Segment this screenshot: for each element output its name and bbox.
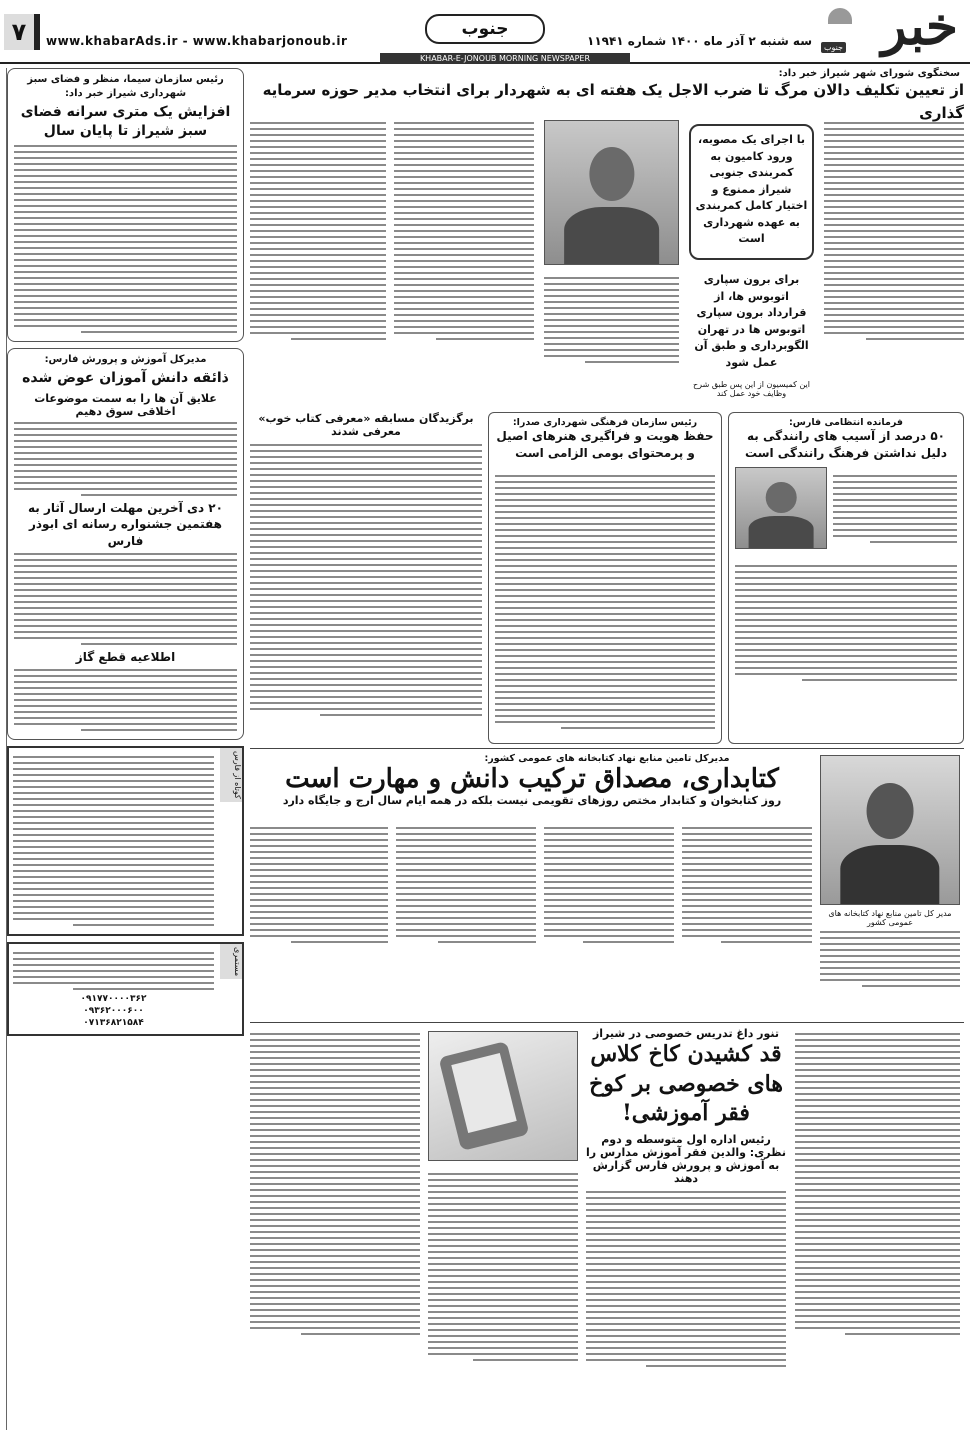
- issue-info: سه شنبه ۲ آذر ماه ۱۴۰۰ شماره ۱۱۹۴۱: [587, 34, 812, 48]
- article-body: [586, 1191, 786, 1367]
- story-headline: حفظ هویت و فراگیری هنرهای اصیل و پرمحتوای بومی الزامی است: [496, 429, 714, 460]
- story-subhead: علایق آن ها را به سمت موضوعات اخلاقی سوق دهیم: [34, 392, 217, 419]
- article-body: [250, 823, 388, 947]
- photo-caption: مدیر کل تامین منابع نهاد کتابخانه های عمومی کشور: [828, 909, 952, 927]
- section-title: جنوب: [425, 14, 545, 44]
- story-kicker: رئیس سازمان فرهنگی شهرداری صدرا:: [512, 417, 698, 428]
- story-headline: اطلاعیه قطع گاز: [75, 649, 176, 664]
- education-story: [7, 348, 244, 740]
- police-story: [728, 412, 964, 744]
- article-body: [250, 118, 386, 344]
- pull-quote: برای برون سپاری اتوبوس ها، از قرارداد برون سپاری اتوبوس ها در تهران الگوبرداری و طبق آن عمل شود: [694, 273, 809, 369]
- commander-photo: [735, 467, 827, 549]
- article-body: [833, 471, 957, 547]
- phone-number[interactable]: ۰۹۳۶۲۰۰۰۶۰۰: [83, 1005, 144, 1016]
- article-body: [13, 952, 214, 990]
- quote-caption: این کمیسیون از این پس طبق شرح وظایف خود عمل کند: [693, 380, 810, 398]
- article-body: [250, 1029, 420, 1339]
- story-subhead: رئیس اداره اول متوسطه و دوم نظری: والدین فقر آموزش مدارس را به آموزش و پرورش فارس گزارش دهند: [586, 1133, 786, 1186]
- left-column: [6, 68, 244, 1430]
- top-story: [250, 68, 964, 408]
- article-body: [14, 669, 237, 731]
- article-body: [14, 422, 237, 496]
- masthead: [0, 0, 970, 64]
- article-body: [735, 561, 957, 685]
- phone-number[interactable]: ۰۷۱۳۶۸۲۱۵۸۴: [83, 1017, 144, 1028]
- story-kicker: مدیرکل آموزش و پرورش فارس:: [44, 353, 207, 365]
- books-story: [250, 412, 482, 744]
- story-kicker: فرمانده انتظامی فارس:: [788, 417, 904, 428]
- article-body: [428, 1169, 578, 1365]
- newspaper-logo: خبر جنوب: [814, 2, 964, 60]
- article-body: [820, 927, 960, 991]
- story-kicker: مدیرکل تامین منابع نهاد کتابخانه های عمومی کشور:: [484, 753, 730, 764]
- pension-box: مستمری ۰۹۱۷۷۰۰۰۰۳۶۲ ۰۹۳۶۲۰۰۰۶۰۰ ۰۷۱۳۶۸۲۱۵۸۴: [7, 942, 244, 1036]
- tutor-headline-block: [586, 1027, 786, 1371]
- story-headline: کتابداری، مصداق ترکیب دانش و مهارت است: [285, 764, 779, 794]
- library-official-photo: [820, 755, 960, 905]
- short-news-box: کوتاه از فارس: [7, 746, 244, 936]
- article-body: [795, 1029, 960, 1339]
- article-body: [495, 471, 715, 733]
- article-body: [13, 756, 214, 926]
- story-kicker: برگزیدگان مسابقه «معرفی کتاب خوب» معرفی شدند: [258, 412, 474, 438]
- story-subhead: روز کتابخوان و کتابدار مختص روزهای تقویمی نیست بلکه در همه ایام سال ارج و جایگاه دارد: [282, 794, 782, 807]
- green-space-story: [7, 68, 244, 342]
- story-headline: افزایش یک متری سرانه فضای سبز شیراز تا پایان سال: [20, 104, 231, 139]
- story-headline: ذائقه دانش آموزان عوض شده: [22, 370, 229, 387]
- english-banner: KHABAR-E-JONOUB MORNING NEWSPAPER: [380, 53, 630, 64]
- article-body: [682, 823, 812, 947]
- article-body: [544, 273, 679, 367]
- page-number: ۷: [4, 14, 40, 50]
- article-body: [14, 553, 237, 645]
- story-headline: ۵۰ درصد از آسیب های رانندگی به دلیل نداشتن فرهنگ رانندگی است: [745, 429, 947, 460]
- story-kicker: سخنگوی شورای شهر شیراز خبر داد:: [778, 68, 960, 79]
- phone-number[interactable]: ۰۹۱۷۷۰۰۰۰۳۶۲: [80, 993, 147, 1004]
- top-headline: از تعیین تکلیف دالان مرگ تا ضرب الاجل یک هفته ای به شهردار برای انتخاب مدیر حوزه سرمایه گذاری: [262, 81, 964, 122]
- story-headline: ۲۰ دی آخرین مهلت ارسال آثار به هفتمین جشنواره رسانه ای ابوذر فارس: [28, 501, 223, 548]
- story-kicker: رئیس سازمان سیما، منظر و فضای سبز شهرداری شیراز خبر داد:: [27, 74, 224, 99]
- article-body: [250, 444, 482, 716]
- official-photo: [544, 120, 679, 265]
- pull-quote: با اجرای یک مصوبه، ورود کامیون به کمربندی جنوبی شیراز ممنوع و اختیار کامل کمربندی به عهده شهرداری است: [689, 124, 814, 260]
- story-kicker: تنور داغ تدریس خصوصی در شیراز: [592, 1027, 780, 1040]
- tutor-story: [250, 1022, 964, 1430]
- library-story: [250, 748, 964, 1018]
- logo-sun-icon: [828, 8, 852, 24]
- article-body: [394, 118, 534, 344]
- story-headline: قد کشیدن کاخ کلاس های خصوصی بر کوخ فقر آموزشی!: [589, 1041, 783, 1127]
- culture-story: [488, 412, 722, 744]
- website-urls[interactable]: www.khabarAds.ir - www.khabarjonoub.ir: [46, 34, 348, 48]
- classroom-photo: [428, 1031, 578, 1161]
- article-body: [544, 823, 674, 947]
- article-body: [824, 118, 964, 344]
- article-body: [14, 145, 237, 333]
- article-body: [396, 823, 536, 947]
